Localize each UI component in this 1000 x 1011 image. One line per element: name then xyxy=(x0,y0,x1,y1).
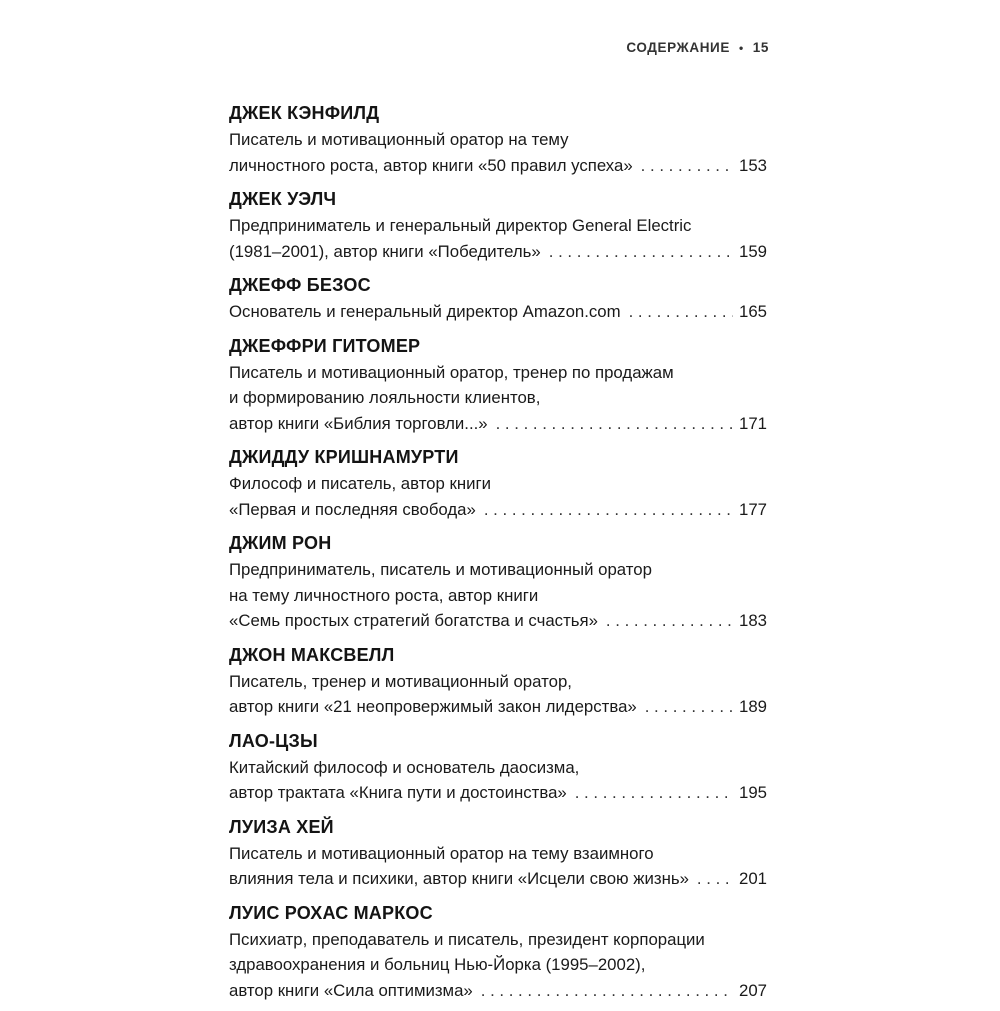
dot-leader xyxy=(481,978,733,1004)
entry-last-line xyxy=(229,608,767,634)
entry-author-name: ЛАО-ЦЗЫ xyxy=(229,730,318,751)
entry-page-number: 207 xyxy=(739,980,767,1000)
header-separator: • xyxy=(738,40,744,55)
entry-description-line: Психиатр, преподаватель и писатель, президент корпорации xyxy=(229,929,705,949)
entry-last-line xyxy=(229,866,767,892)
dot-leader xyxy=(606,608,733,634)
page-number: 15 xyxy=(752,40,769,55)
entry-description-line: автор книги «Библия торговли...» xyxy=(229,413,488,433)
entry-last-line xyxy=(229,780,767,806)
entry-description-line: «Семь простых стратегий богатства и счастья» xyxy=(229,611,598,630)
entry-page-number: 177 xyxy=(739,499,767,519)
entry-description-line: Китайский философ и основатель даосизма, xyxy=(229,757,580,777)
entry-description-line: Основатель и генеральный директор Amazon.com xyxy=(229,302,621,321)
entry-description-line: автор книги «21 неопровержимый закон лидерства» xyxy=(229,697,637,716)
entry-page-number: 195 xyxy=(739,783,767,802)
entry-page-number: 183 xyxy=(739,611,767,630)
entry-last-line xyxy=(229,694,767,720)
toc-entry xyxy=(229,333,767,437)
dot-leader xyxy=(629,299,733,325)
dot-leader xyxy=(641,153,733,179)
entry-author-name: ДЖИДДУ КРИШНАМУРТИ xyxy=(229,447,459,467)
entry-description-line: автор трактата «Книга пути и достоинства» xyxy=(229,783,567,802)
toc-entry xyxy=(229,900,767,1004)
entry-author-name: ЛУИЗА ХЕЙ xyxy=(229,816,334,837)
section-title: СОДЕРЖАНИЕ xyxy=(626,40,730,55)
entry-description-line: Философ и писатель, автор книги xyxy=(229,474,491,493)
entry-last-line xyxy=(229,978,767,1004)
entry-page-number: 153 xyxy=(739,155,767,175)
entry-page-number: 159 xyxy=(739,241,767,261)
entry-description-line: Предприниматель, писатель и мотивационный оратор xyxy=(229,560,652,579)
entry-last-line xyxy=(229,411,767,437)
entry-last-line xyxy=(229,497,767,523)
toc-entry xyxy=(229,642,767,720)
entry-description-line: Писатель, тренер и мотивационный оратор, xyxy=(229,671,572,691)
entry-description-line: и формированию лояльности клиентов, xyxy=(229,388,541,407)
entry-author-name: ДЖИМ РОН xyxy=(229,533,332,553)
entry-description-line: здравоохранения и больниц Нью-Йорка (1995–2002), xyxy=(229,955,646,974)
entry-last-line xyxy=(229,299,767,325)
entry-author-name: ДЖЕФФРИ ГИТОМЕР xyxy=(229,335,421,356)
dot-leader xyxy=(484,497,733,523)
entry-author-name: ДЖЕК УЭЛЧ xyxy=(229,189,337,209)
entry-page-number: 171 xyxy=(739,413,767,433)
dot-leader xyxy=(697,866,733,892)
entry-last-line xyxy=(229,153,767,179)
entry-page-number: 189 xyxy=(739,697,767,716)
entry-description-line: (1981–2001), автор книги «Победитель» xyxy=(229,241,541,261)
entry-author-name: ДЖЕФФ БЕЗОС xyxy=(229,275,371,295)
entry-description-line: влияния тела и психики, автор книги «Исцели свою жизнь» xyxy=(229,869,689,888)
entry-page-number: 201 xyxy=(739,869,767,888)
toc-entry xyxy=(229,444,767,522)
running-head xyxy=(626,40,769,55)
entry-description-line: «Первая и последняя свобода» xyxy=(229,499,476,519)
entry-description-line: Писатель и мотивационный оратор на тему xyxy=(229,130,569,149)
entry-description-line: личностного роста, автор книги «50 правил успеха» xyxy=(229,155,633,175)
toc-entry xyxy=(229,814,767,892)
entry-author-name: ЛУИС РОХАС МАРКОС xyxy=(229,902,433,923)
entry-description-line: Писатель и мотивационный оратор на тему взаимного xyxy=(229,843,654,863)
toc-entry xyxy=(229,728,767,806)
toc-entry xyxy=(229,272,767,325)
table-of-contents xyxy=(229,100,767,1011)
dot-leader xyxy=(549,239,733,265)
entry-author-name: ДЖЕК КЭНФИЛД xyxy=(229,103,380,123)
entry-author-name: ДЖОН МАКСВЕЛЛ xyxy=(229,644,395,665)
dot-leader xyxy=(575,780,733,806)
entry-description-line: автор книги «Сила оптимизма» xyxy=(229,980,473,1000)
entry-description-line: на тему личностного роста, автор книги xyxy=(229,585,539,605)
entry-description-line: Писатель и мотивационный оратор, тренер по продажам xyxy=(229,362,674,382)
toc-entry xyxy=(229,186,767,264)
entry-page-number: 165 xyxy=(739,302,767,321)
entry-last-line xyxy=(229,239,767,265)
entry-description-line: Предприниматель и генеральный директор General Electric xyxy=(229,216,692,235)
dot-leader xyxy=(645,694,733,720)
dot-leader xyxy=(496,411,733,437)
toc-entry xyxy=(229,530,767,634)
toc-entry xyxy=(229,100,767,178)
